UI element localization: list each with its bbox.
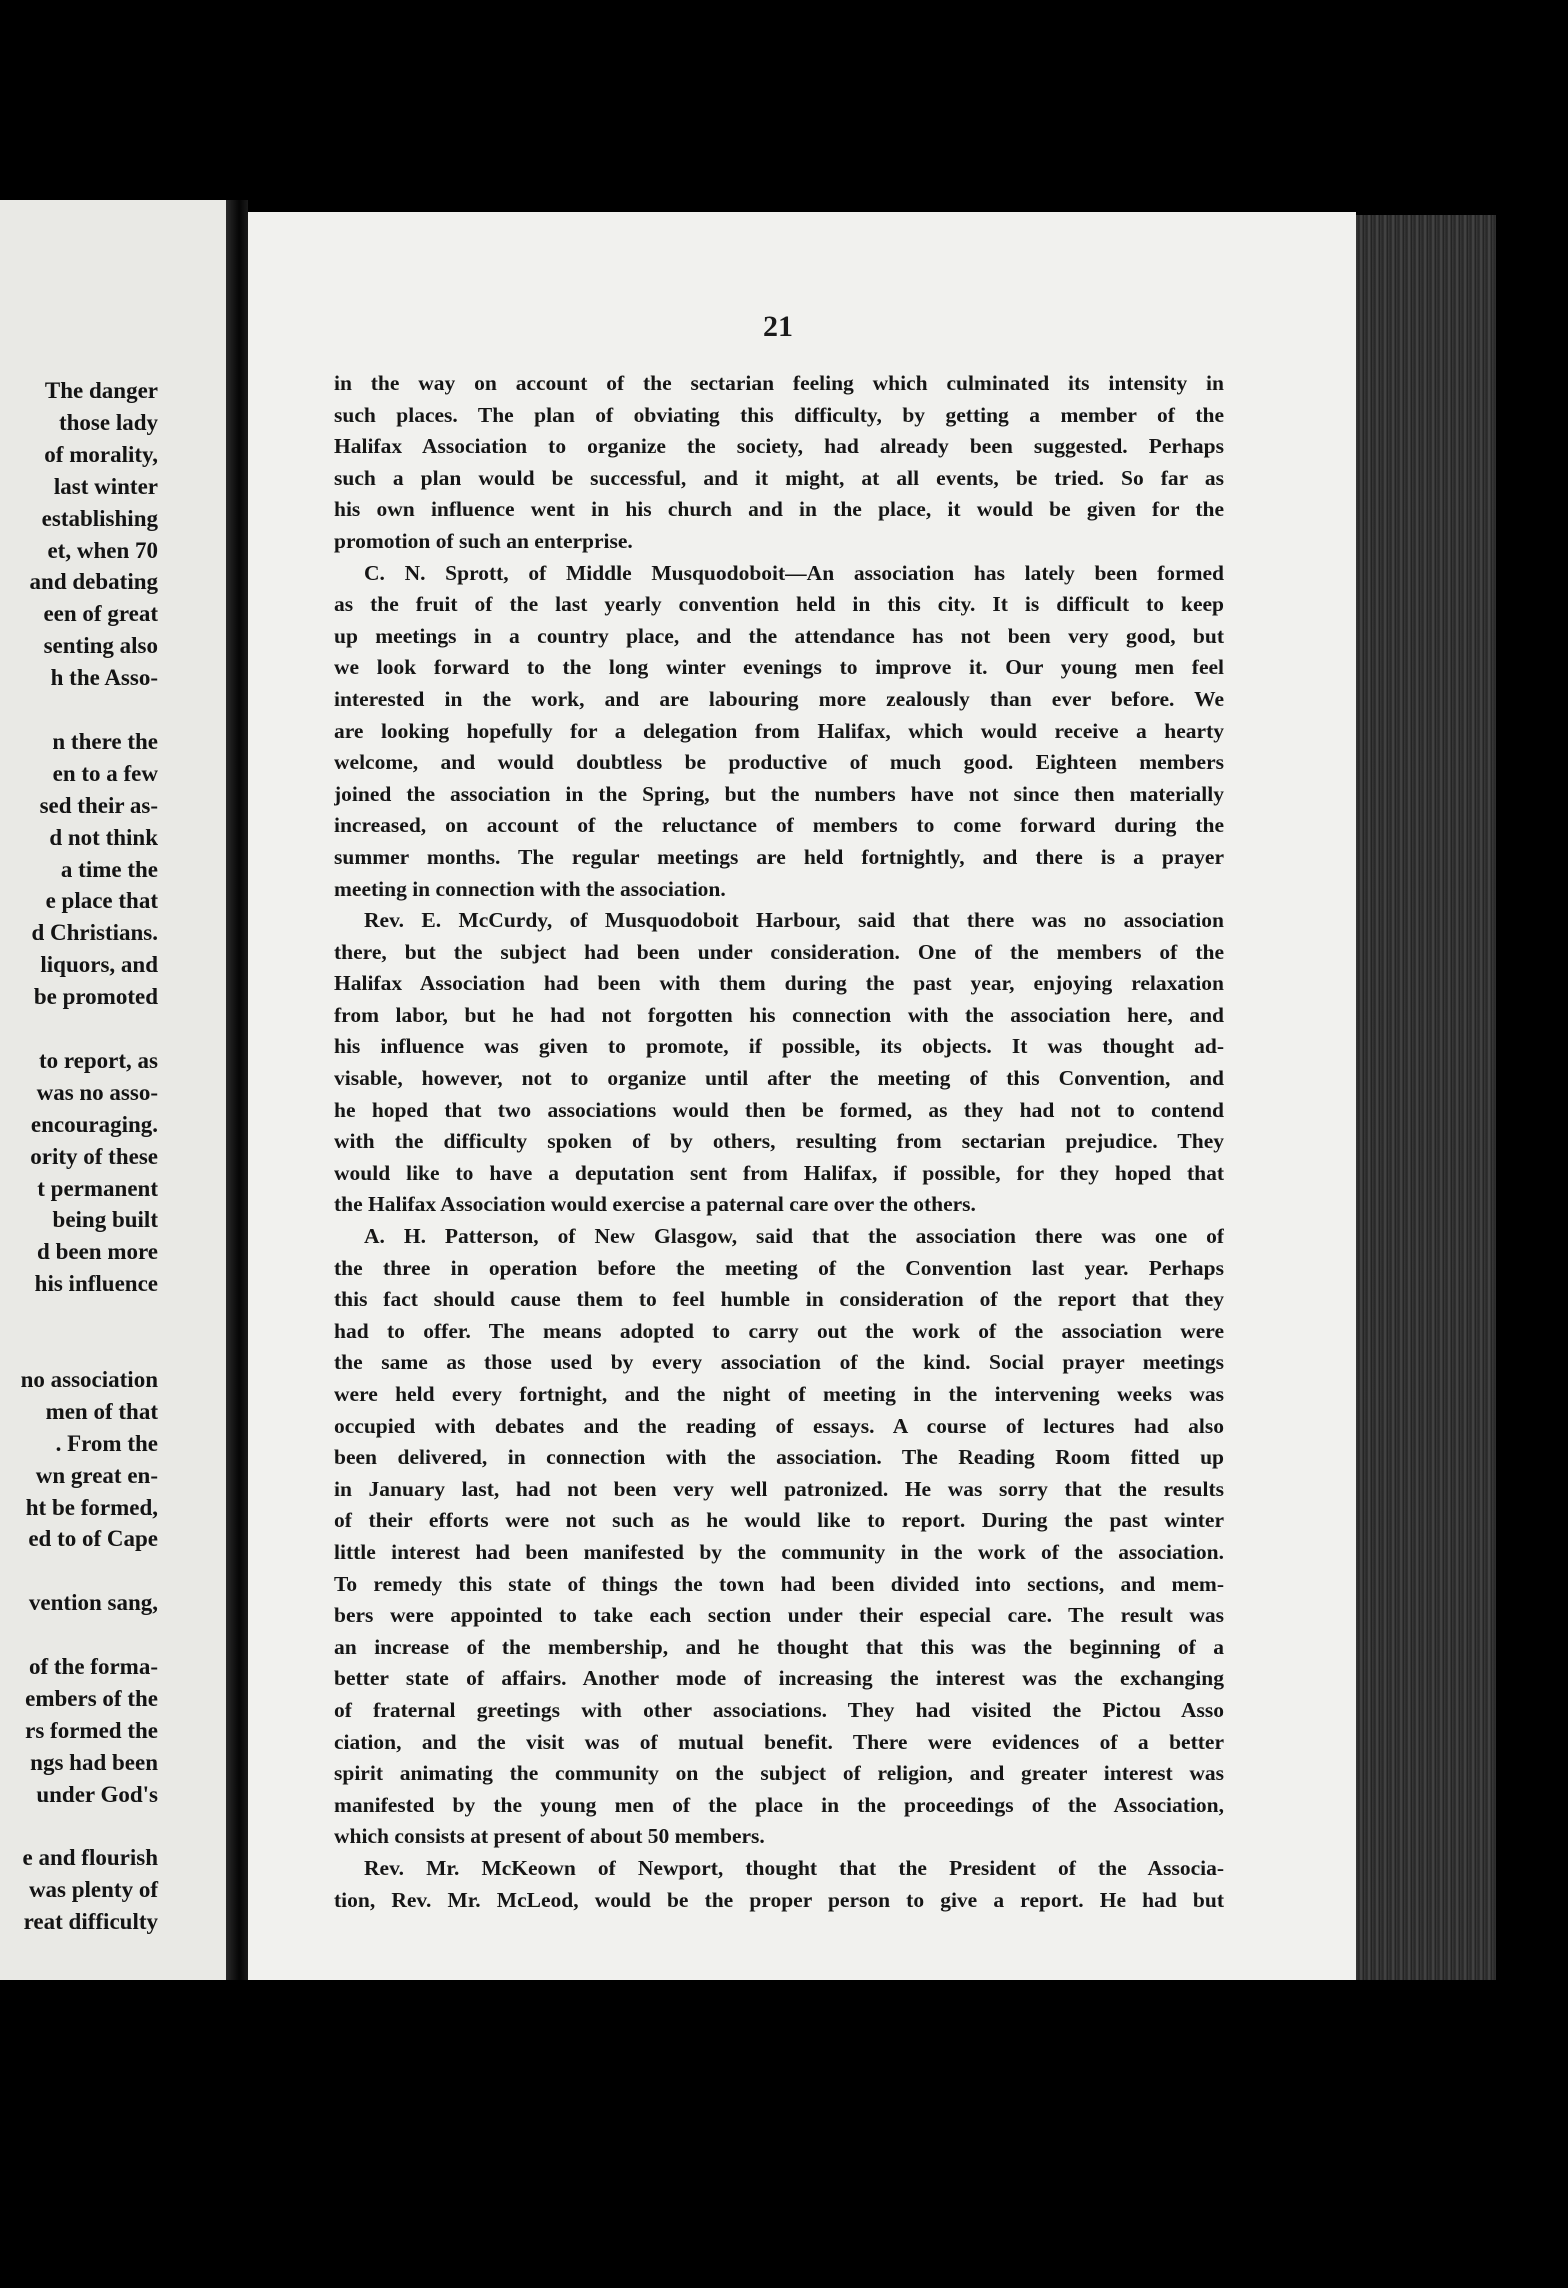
left-page-line: to report, as <box>38 1047 158 1073</box>
body-line: To remedy this state of things the town had been divided into sections, and mem- <box>334 1571 1224 1596</box>
body-line: Rev. Mr. McKeown of Newport, thought that the President of the Associa- <box>364 1855 1224 1880</box>
body-line: up meetings in a country place, and the attendance has not been very good, but <box>334 623 1224 648</box>
body-line: bers were appointed to take each section under their especial care. The result was <box>334 1603 1224 1628</box>
body-line: the three in operation before the meeting of the Convention last year. Perhaps <box>334 1255 1224 1280</box>
body-line: would like to have a deputation sent from Halifax, if possible, for they hoped that <box>334 1160 1224 1185</box>
body-line: been delivered, in connection with the association. The Reading Room fitted up <box>334 1445 1224 1470</box>
page-number: 21 <box>763 310 793 343</box>
left-page-line: . From the <box>55 1430 158 1456</box>
body-line: we look forward to the long winter evenings to improve it. Our young men feel <box>334 655 1224 680</box>
left-page-line: ed to of Cape <box>28 1526 158 1552</box>
body-line: in the way on account of the sectarian feeling which culminated its intensity in <box>334 371 1224 395</box>
body-line: manifested by the young men of the place in the proceedings of the Association, <box>334 1792 1224 1817</box>
left-page-line: t permanent <box>37 1175 158 1201</box>
body-line: such places. The plan of obviating this difficulty, by getting a member of the <box>334 402 1224 427</box>
body-line: in January last, had not been very well patronized. He was sorry that the results <box>334 1476 1224 1501</box>
body-line: of their efforts were not such as he would like to report. During the past winter <box>334 1508 1224 1533</box>
body-line: visable, however, not to organize until after the meeting of this Convention, and <box>334 1066 1224 1091</box>
left-page-line: d been more <box>37 1239 158 1265</box>
left-page-line: being built <box>52 1207 158 1233</box>
body-line: promotion of such an enterprise. <box>334 528 633 553</box>
left-page-line: en to a few <box>52 760 158 786</box>
body-line: from labor, but he had not forgotten his connection with the association here, and <box>334 1002 1224 1027</box>
left-page-line: e place that <box>45 888 158 914</box>
left-page-line: encouraging. <box>30 1111 158 1137</box>
body-line: this fact should cause them to feel humble in consideration of the report that they <box>334 1287 1224 1312</box>
body-line: the Halifax Association would exercise a paternal care over the others. <box>334 1192 976 1217</box>
body-line: ciation, and the visit was of mutual benefit. There were evidences of a better <box>334 1729 1224 1754</box>
left-page-line: ht be formed, <box>25 1494 158 1520</box>
body-line: of fraternal greetings with other associations. They had visited the Pictou Asso <box>334 1697 1224 1722</box>
body-line: an increase of the membership, and he thought that this was the beginning of a <box>334 1634 1224 1659</box>
left-page-line: be promoted <box>33 984 158 1010</box>
body-line: Halifax Association to organize the society, had already been suggested. Perhaps <box>334 434 1224 459</box>
left-page-line: d not think <box>49 824 158 850</box>
body-line: meeting in connection with the association. <box>334 876 726 901</box>
left-page-line: wn great en- <box>35 1462 158 1488</box>
body-line: his own influence went in his church and in the place, it would be given for the <box>334 497 1224 522</box>
body-line: such a plan would be successful, and it might, at all events, be tried. So far as <box>334 465 1224 490</box>
left-page-line: his influence <box>34 1271 158 1297</box>
body-line: occupied with debates and the reading of essays. A course of lectures had also <box>334 1413 1224 1438</box>
body-line: better state of affairs. Another mode of increasing the interest was the exchanging <box>334 1666 1224 1691</box>
left-page-line: those lady <box>58 409 158 435</box>
left-page-line: under God's <box>36 1781 158 1807</box>
left-page-fragment <box>0 200 226 1980</box>
body-line: are looking hopefully for a delegation from Halifax, which would receive a hearty <box>334 718 1224 743</box>
body-line: as the fruit of the last yearly convention held in this city. It is difficult to keep <box>334 592 1224 617</box>
left-page-line: no association <box>20 1366 158 1392</box>
left-page-line: vention sang, <box>28 1590 158 1616</box>
book-gutter <box>226 200 248 1980</box>
left-page-line: was no asso- <box>36 1079 158 1105</box>
body-line: Rev. E. McCurdy, of Musquodoboit Harbour, said that there was no association <box>364 908 1224 933</box>
body-line: welcome, and would doubtless be productive of much good. Eighteen members <box>334 750 1224 775</box>
body-line: increased, on account of the reluctance of members to come forward during the <box>334 813 1224 838</box>
body-line: with the difficulty spoken of by others, resulting from sectarian prejudice. They <box>334 1129 1224 1154</box>
left-page-line: sed their as- <box>39 792 158 818</box>
left-page-line: liquors, and <box>40 952 158 978</box>
left-page-line: senting also <box>43 633 158 659</box>
body-line: joined the association in the Spring, but the numbers have not since then materially <box>334 781 1224 806</box>
body-line: there, but the subject had been under consideration. One of the members of the <box>334 939 1224 964</box>
left-page-line: establishing <box>41 505 158 531</box>
left-page-line: ngs had been <box>30 1749 158 1775</box>
left-page-line: last winter <box>53 473 158 499</box>
left-page-line: et, when 70 <box>47 537 158 563</box>
left-page-line: h the Asso- <box>50 665 158 691</box>
left-page-line: a time the <box>60 856 158 882</box>
body-line: Halifax Association had been with them during the past year, enjoying relaxation <box>334 971 1224 996</box>
left-page-line: and debating <box>29 569 158 595</box>
body-line: little interest had been manifested by the community in the work of the association. <box>334 1539 1224 1564</box>
left-page-line: een of great <box>43 601 158 627</box>
body-line: which consists at present of about 50 members. <box>334 1824 765 1849</box>
left-page-line: of morality, <box>44 441 158 467</box>
left-page-line: of the forma- <box>28 1654 158 1679</box>
left-page-line: The danger <box>44 378 158 403</box>
body-line: summer months. The regular meetings are held fortnightly, and there is a prayer <box>334 844 1224 869</box>
body-line: his influence was given to promote, if possible, its objects. It was thought ad- <box>334 1034 1224 1059</box>
body-line: C. N. Sprott, of Middle Musquodoboit—An association has lately been formed <box>364 560 1224 585</box>
left-page-line: reat difficulty <box>23 1909 158 1935</box>
book-page-edges <box>1356 215 1496 1980</box>
left-page-line: embers of the <box>25 1685 158 1711</box>
body-line: A. H. Patterson, of New Glasgow, said that the association there was one of <box>364 1224 1224 1249</box>
body-line: interested in the work, and are labouring more zealously than ever before. We <box>334 686 1224 711</box>
body-line: were held every fortnight, and the night of meeting in the intervening weeks was <box>334 1382 1224 1406</box>
left-page-line: ority of these <box>30 1143 158 1169</box>
right-page <box>248 212 1356 1980</box>
left-page-line: e and flourish <box>22 1845 158 1871</box>
left-page-line: was plenty of <box>28 1877 158 1903</box>
body-line: he hoped that two associations would then be formed, as they had not to contend <box>334 1097 1224 1122</box>
body-text <box>334 368 1224 1916</box>
left-page-line: men of that <box>45 1398 158 1424</box>
left-page-line: rs formed the <box>25 1717 158 1743</box>
body-line: the same as those used by every association of the kind. Social prayer meetings <box>334 1350 1224 1375</box>
left-page-line: n there the <box>52 728 158 754</box>
left-page-line: d Christians. <box>31 920 158 946</box>
body-line: spirit animating the community on the subject of religion, and greater interest was <box>334 1761 1224 1786</box>
body-line: had to offer. The means adopted to carry out the work of the association were <box>334 1318 1224 1343</box>
body-line: tion, Rev. Mr. McLeod, would be the proper person to give a report. He had but <box>334 1887 1224 1912</box>
